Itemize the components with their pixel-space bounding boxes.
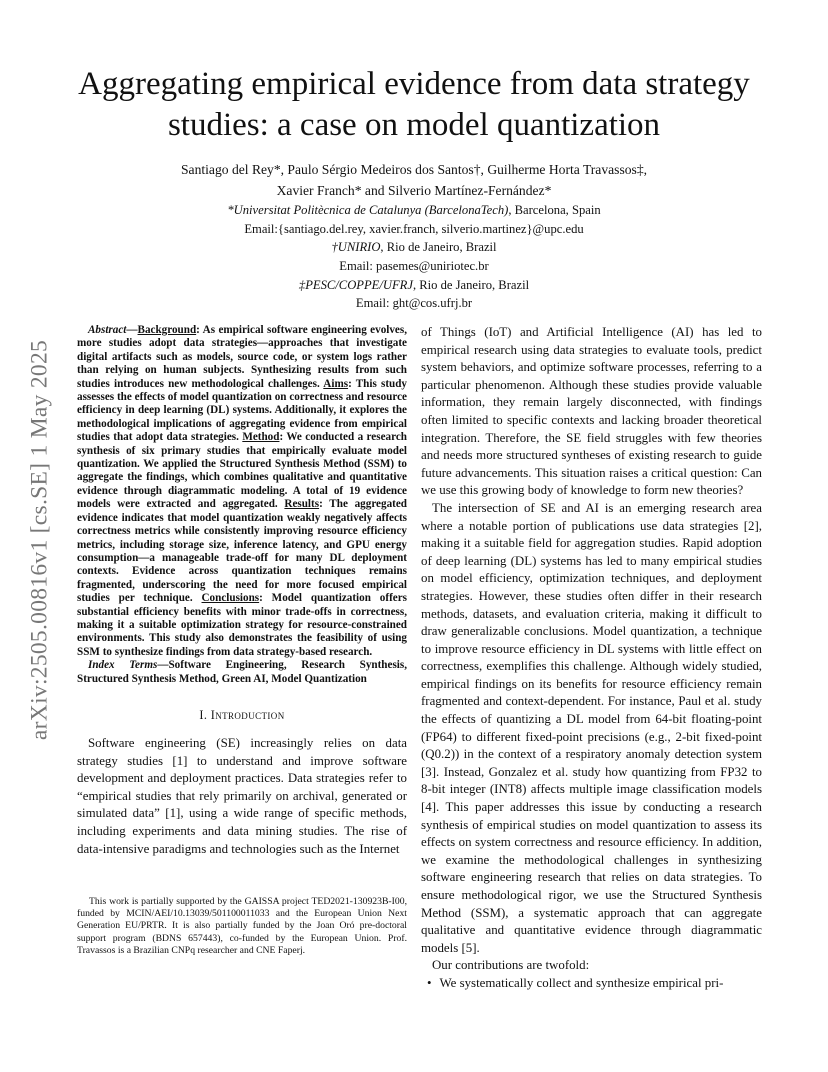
bullet-1-text: We systematically collect and synthesize empirical pri-: [439, 975, 724, 990]
title-line-2: studies: a case on model quantization: [167, 107, 661, 143]
abstract: [77, 324, 407, 659]
left-column: [77, 324, 407, 858]
abstract-background: : As empirical software engineering evolves, more studies adopt data strategies—approaches that investigate digital artifacts such as models, source code, or system logs rather than relying on human subjects. Synthesizing results from such studies introduces new methodological challenges.: [77, 324, 407, 390]
right-paragraph-1: of Things (IoT) and Artificial Intelligence (AI) has led to empirical research using data strategies to evaluate tools, predict system behaviors, and optimize software processes, referring to a particular phenomenon. Although these studies provide valuable information, they remain largely disconnected, with findings often limited to specific contexts and lacking broader theoretical integration. Therefore, the SE field struggles with few theories and needs more structured syntheses of existing research to guide future advancements. This situation raises a critical question: Can we use this growing body of knowledge to form new theories?: [421, 325, 762, 498]
right-paragraph-3: Our contributions are twofold:: [432, 958, 590, 973]
affiliation-2-city: , Rio de Janeiro, Brazil: [380, 240, 497, 255]
right-paragraph-2: The intersection of SE and AI is an emerging research area where a notable portion of publications use data strategies [2], making it a suitable field for aggregation studies. Rapid adoption of deep learning (DL) systems has led to many empirical studies on model efficiency, optimization techniques, and deployment strategies. However, these studies often differ in their research methods, datasets, and evaluation criteria, making it difficult to draw generalizable conclusions. Model quantization, a technique to improve resource efficiency in DL systems with little effect on correctness, exemplifies this challenge. Although widely studied, empirical findings on its benefits for resource efficiency remain fragmented and context-dependent. For instance, Paul et al. study the effects of quantizing a DL model from 64-bit floating-point (FP64) to different fixed-point precisions (e.g., 2-bit fixed-point (Q0.2)) in the context of a respiratory anomaly detection system [3]. Instead, Gonzalez et al. study how quantizing from FP32 to 8-bit integer (INT8) affects multiple image classification models [4]. This paper addresses this issue by conducting a research synthesis of empirical studies on model quantization to assess its effects on system correctness and resource efficiency. In addition, we examine the methodological challenges in synthesizing software engineering research that relies on data strategies. To ensure methodological rigor, we use the Structured Synthesis Method (SSM), a systematic approach that can aggregate qualitative and quantitative evidence through diagrammatic models [5].: [421, 500, 762, 955]
footnote: This work is partially supported by the GAISSA project TED2021-130923B-I00, funded by MCIN/AEI/10.13039/501100011033 and the European Union Next Generation EU/PRTR. It is also partially funded by the Joan Oró pre-doctoral support program (BDNS 657443), co-funded by the European Union. Prof. Travassos is a Brazilian CNPq researcher and CNE Faperj.: [77, 896, 407, 956]
section-heading-introduction: I. Introduction: [199, 707, 285, 722]
affiliation-2-email: Email: pasemes@uniriotec.br: [339, 258, 489, 273]
affiliation-1-email: Email:{santiago.del.rey, xavier.franch, silverio.martinez}@upc.edu: [244, 221, 584, 236]
title-line-1: Aggregating empirical evidence from data strategy: [78, 66, 750, 102]
affiliation-2-institution: †UNIRIO: [331, 240, 381, 255]
intro-body: [77, 735, 407, 858]
authors-line-1: Santiago del Rey*, Paulo Sérgio Medeiros dos Santos†, Guilherme Horta Travassos‡,: [180, 162, 648, 177]
contribution-bullet-1: [421, 975, 762, 993]
affiliation-3-email: Email: ght@cos.ufrj.br: [355, 296, 473, 311]
index-terms-text: —Software Engineering, Research Synthesis, Structured Synthesis Method, Green AI, Model Quantization: [77, 659, 408, 685]
abstract-dash: —: [126, 324, 138, 336]
affiliation-3: [60, 276, 768, 295]
abstract-conclusions: : Model quantization offers substantial efficiency benefits with minor trade-offs in correctness, making it a suitable optimization strategy for resource-constrained environments. This study also demonstrates the feasibility of using SSM to synthesize findings from data strategy-based research.: [77, 592, 408, 658]
bullet-dot: •: [427, 975, 432, 990]
affiliation-3-city: , Rio de Janeiro, Brazil: [412, 277, 530, 292]
results-label: Results: [284, 498, 320, 511]
abstract-label: Abstract: [88, 324, 127, 336]
method-label: Method: [242, 431, 280, 444]
abstract-method: : We conducted a research synthesis of six primary studies that empirically evaluate model quantization. We applied the Structured Synthesis Method (SSM) to aggregate the findings, which combines qualitative and quantitative evidence through diagrammatic modeling. A total of 19 evidence models were extracted and aggregated.: [77, 431, 407, 511]
author-block: [60, 160, 768, 313]
abstract-aims: : This study assesses the effects of model quantization on correctness and resource efficiency in deep learning (DL) systems. Additionally, it explores the methodological implications of aggregating evidence from empirical studies that adopt data strategies.: [77, 377, 407, 444]
arxiv-identifier: arXiv:2505.00816v1 [cs.SE] 1 May 2025: [26, 339, 53, 741]
intro-paragraph-1: Software engineering (SE) increasingly relies on data strategy studies [1] to understand and improve software development and deployment practices. Data strategies refer to “empirical studies that rely primarily on archival, generated or simulated data” [1], using a wide range of specific methods, including experiments and data mining studies. The rise of data-intensive paradigms and technologies such as the Internet: [77, 735, 407, 856]
arxiv-sidebar-stamp: [25, 300, 55, 780]
background-label: Background: [137, 324, 197, 336]
affiliation-1: [60, 201, 768, 220]
right-column: [421, 324, 762, 993]
affiliation-1-institution: *Universitat Politècnica de Catalunya (BarcelonaTech): [227, 203, 509, 218]
index-terms-label: Index Terms: [88, 659, 158, 672]
abstract-results: : The aggregated evidence indicates that model quantization weakly negatively affects correctness metrics while consistently improving resource efficiency metrics, including storage size, inference latency, and GPU energy consumption—a manageable trade-off for many DL deployment contexts. Evidence across quantization techniques remains fragmented, underscoring the need for more focused empirical studies per technique.: [77, 498, 407, 605]
affiliation-2: [60, 238, 768, 257]
authors-line-2: Xavier Franch* and Silverio Martínez-Fernández*: [276, 182, 552, 198]
affiliation-3-institution: ‡PESC/COPPE/UFRJ: [298, 277, 413, 292]
conclusions-label: Conclusions: [201, 592, 260, 605]
affiliation-1-city: , Barcelona, Spain: [508, 203, 601, 218]
index-terms: [77, 659, 407, 686]
paper-title: [60, 64, 768, 146]
aims-label: Aims: [323, 377, 349, 390]
